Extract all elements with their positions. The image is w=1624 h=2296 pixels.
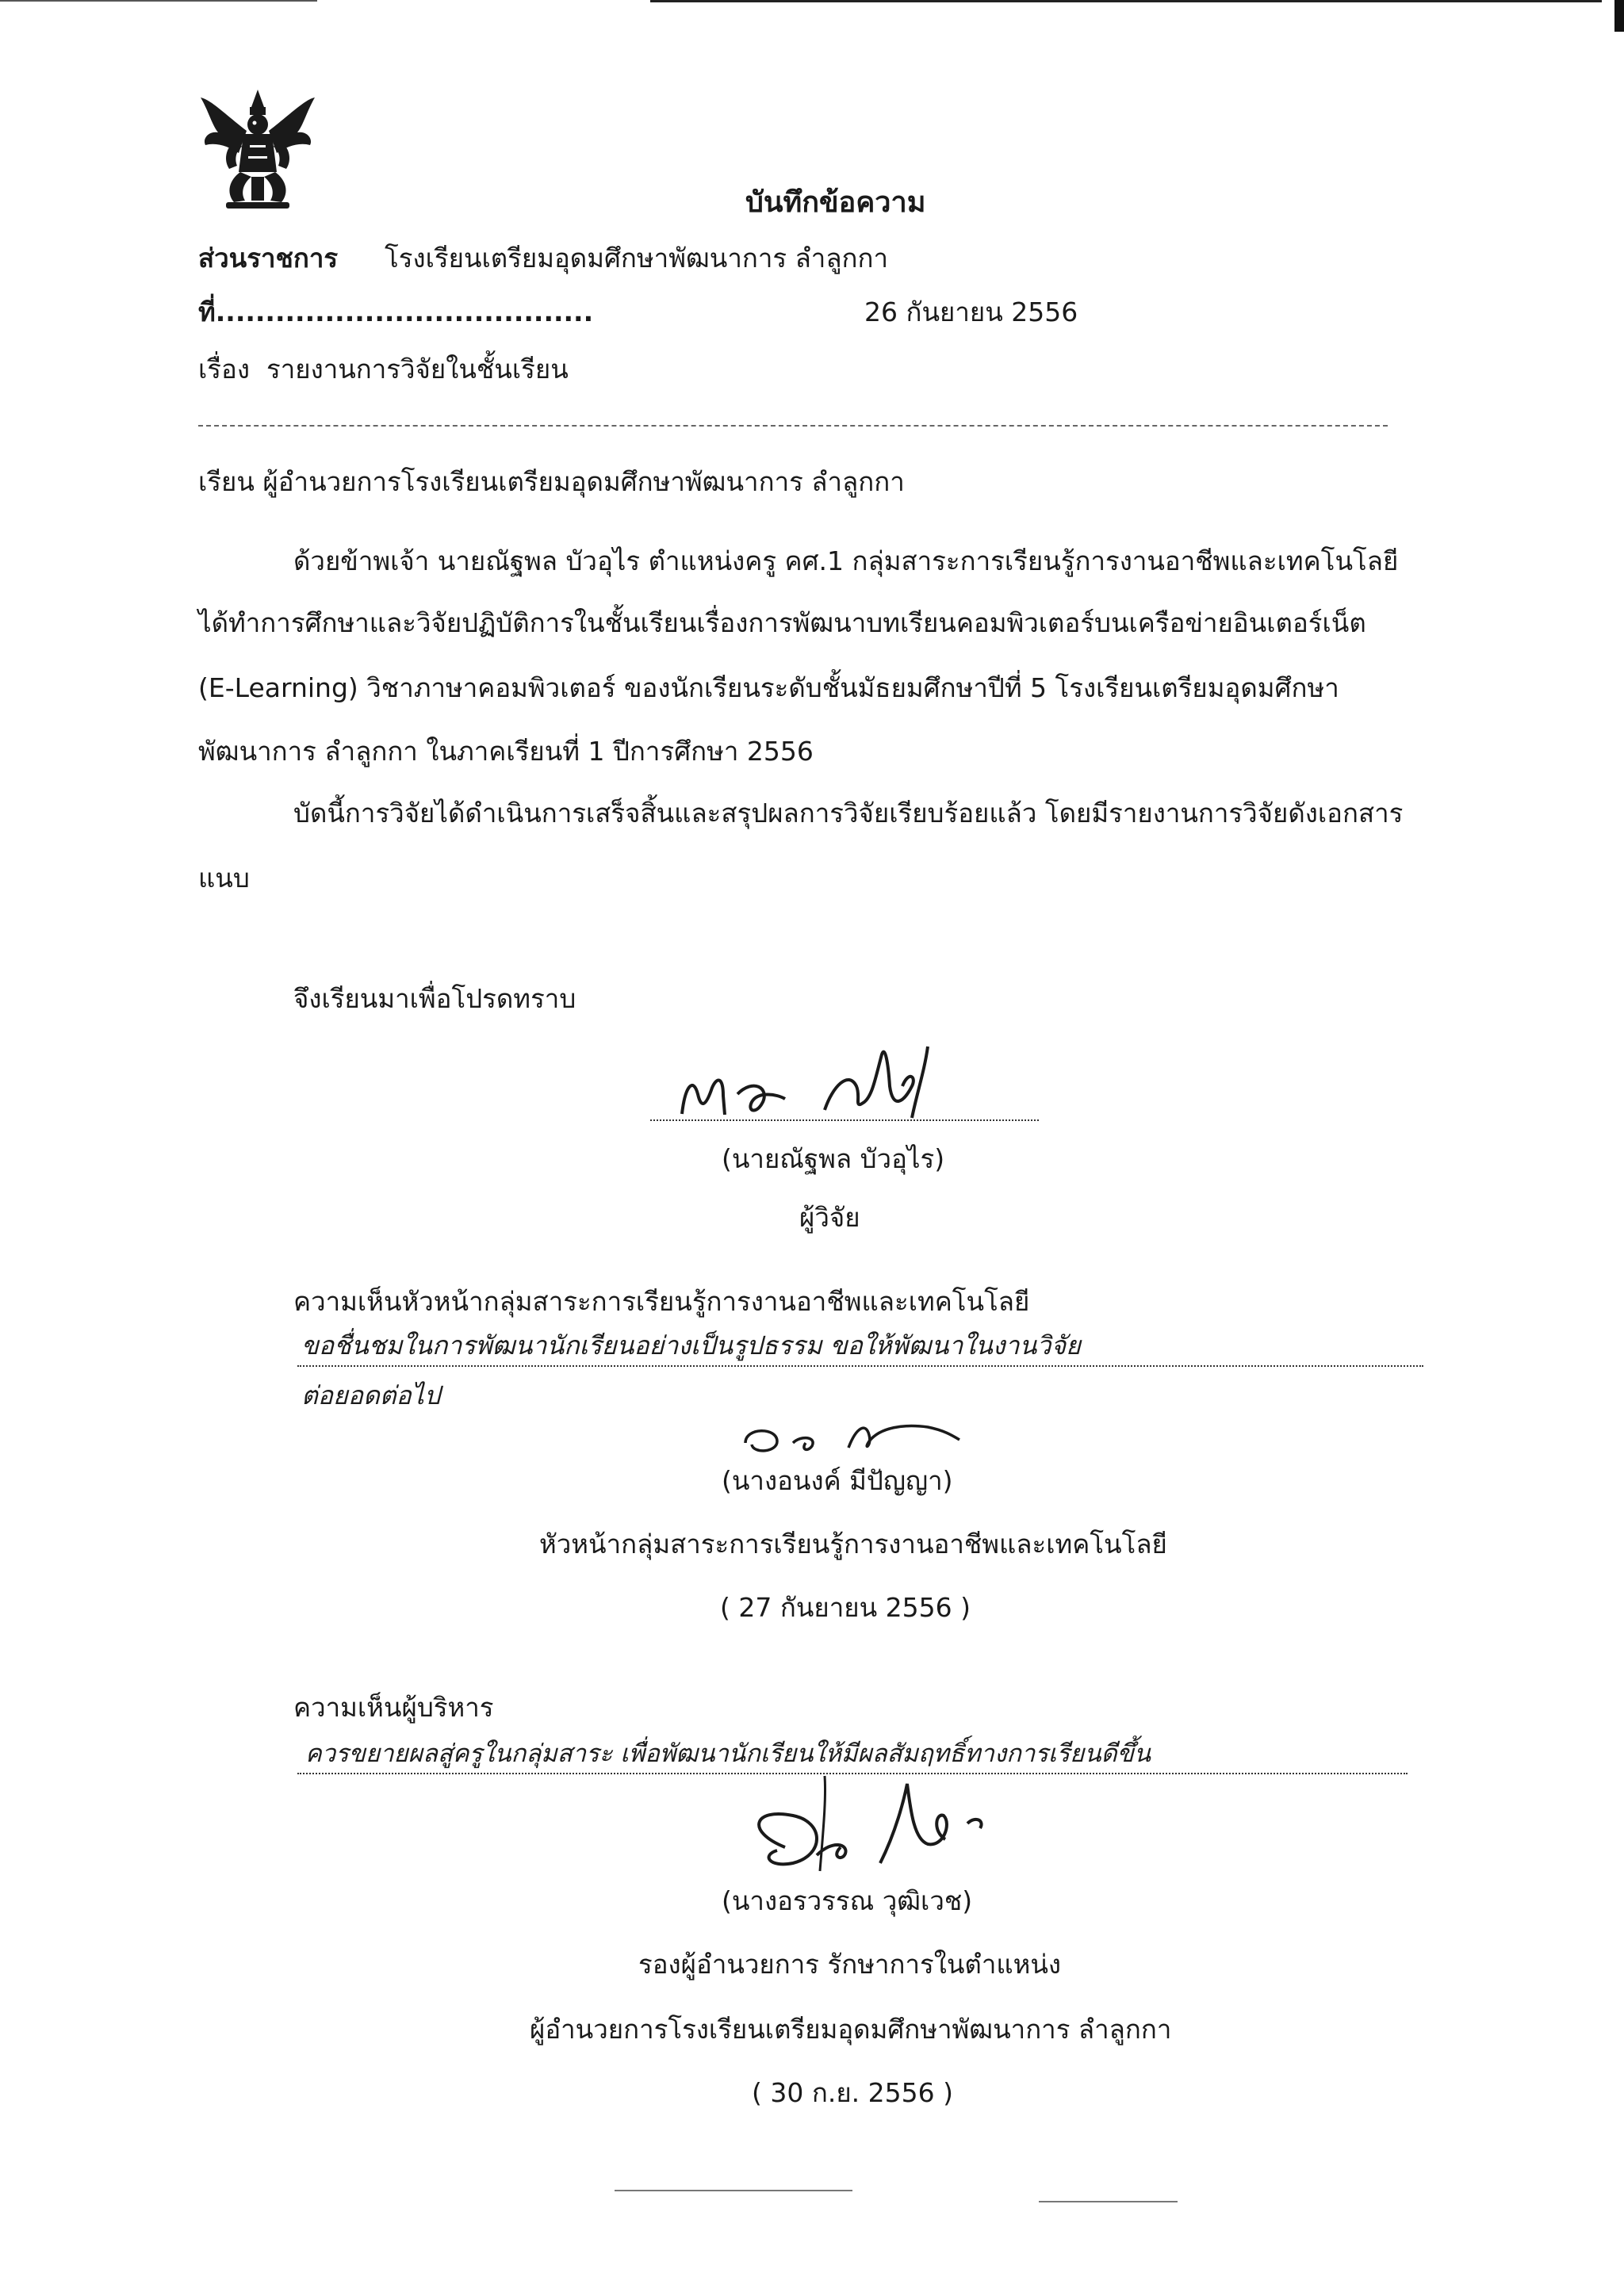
salutation: เรียน ผู้อำนวยการโรงเรียนเตรียมอุดมศึกษาพัฒนาการ ลำลูกกา: [198, 466, 905, 497]
exec-opinion-label: ความเห็นผู้บริหาร: [293, 1692, 494, 1723]
exec-name: (นางอรวรรณ วุฒิเวช): [722, 1885, 973, 1916]
scan-mark-bottom: [615, 2190, 852, 2191]
body-line: พัฒนาการ ลำลูกกา ในภาคเรียนที่ 1 ปีการศึกษา 2556: [198, 736, 814, 767]
subject-value: รายงานการวิจัยในชั้นเรียน: [266, 354, 569, 385]
body-line: แนบ: [198, 863, 250, 894]
header-divider: [198, 425, 1388, 427]
memo-date: 26 กันยายน 2556: [864, 297, 1078, 327]
signature-executive: [737, 1768, 1071, 1887]
scan-edge-corner: [1614, 0, 1624, 32]
researcher-name: (นายณัฐพล บัวอุไร): [722, 1143, 945, 1174]
head-opinion-label: ความเห็นหัวหน้ากลุ่มสาระการเรียนรู้การงานอาชีพและเทคโนโลยี: [293, 1286, 1030, 1317]
body-line: (E-Learning) วิชาภาษาคอมพิวเตอร์ ของนักเรียนระดับชั้นมัธยมศึกษาปีที่ 5 โรงเรียนเตรียมอุดมศึกษา: [198, 672, 1339, 703]
head-role: หัวหน้ากลุ่มสาระการเรียนรู้การงานอาชีพและเทคโนโลยี: [539, 1529, 1167, 1559]
subject-label: เรื่อง: [198, 354, 250, 385]
head-opinion-handwritten: ต่อยอดต่อไป: [301, 1380, 441, 1410]
scan-mark-bottom: [1039, 2201, 1178, 2202]
body-line: ด้วยข้าพเจ้า นายณัฐพล บัวอุไร ตำแหน่งครู คศ.1 กลุ่มสาระการเรียนรู้การงานอาชีพและเทคโนโลยี: [293, 545, 1399, 576]
agency-value: โรงเรียนเตรียมอุดมศึกษาพัฒนาการ ลำลูกกา: [385, 243, 889, 274]
body-line: บัดนี้การวิจัยได้ดำเนินการเสร็จสิ้นและสรุปผลการวิจัยเรียบร้อยแล้ว โดยมีรายงานการวิจัยดังเอกสาร: [293, 798, 1404, 828]
head-date: ( 27 กันยายน 2556 ): [720, 1592, 971, 1623]
signature-line: [650, 1119, 1039, 1121]
head-opinion-handwritten: ขอชื่นชมในการพัฒนานักเรียนอย่างเป็นรูปธรรม ขอให้พัฒนาในงานวิจัย: [301, 1330, 1081, 1360]
exec-role: รองผู้อำนวยการ รักษาการในตำแหน่ง: [638, 1949, 1062, 1980]
signature-head: [730, 1395, 983, 1467]
scan-edge-top-right: [650, 0, 1602, 2]
opinion-line: [297, 1365, 1423, 1367]
agency-label: ส่วนราชการ: [198, 243, 339, 274]
scan-edge-top-left: [0, 0, 317, 2]
exec-date: ( 30 ก.ย. 2556 ): [752, 2077, 953, 2108]
exec-role: ผู้อำนวยการโรงเรียนเตรียมอุดมศึกษาพัฒนาการ ลำลูกกา: [530, 2014, 1172, 2045]
body-line: ได้ทำการศึกษาและวิจัยปฏิบัติการในชั้นเรียนเรื่องการพัฒนาบทเรียนคอมพิวเตอร์บนเครือข่ายอินเตอร์เน็ต: [198, 607, 1366, 638]
researcher-role: ผู้วิจัย: [799, 1202, 860, 1233]
signature-researcher: [674, 1039, 975, 1126]
exec-opinion-handwritten: ควรขยายผลสู่ครูในกลุ่มสาระ เพื่อพัฒนานักเรียนให้มีผลสัมฤทธิ์ทางการเรียนดีขึ้น: [305, 1739, 1151, 1768]
memo-title: บันทึกข้อความ: [745, 186, 926, 219]
garuda-emblem-icon: [194, 83, 321, 214]
head-name: (นางอนงค์ มีปัญญา): [722, 1465, 953, 1496]
reference-number: ที่......................................: [198, 297, 594, 327]
closing-line: จึงเรียนมาเพื่อโปรดทราบ: [293, 983, 576, 1014]
